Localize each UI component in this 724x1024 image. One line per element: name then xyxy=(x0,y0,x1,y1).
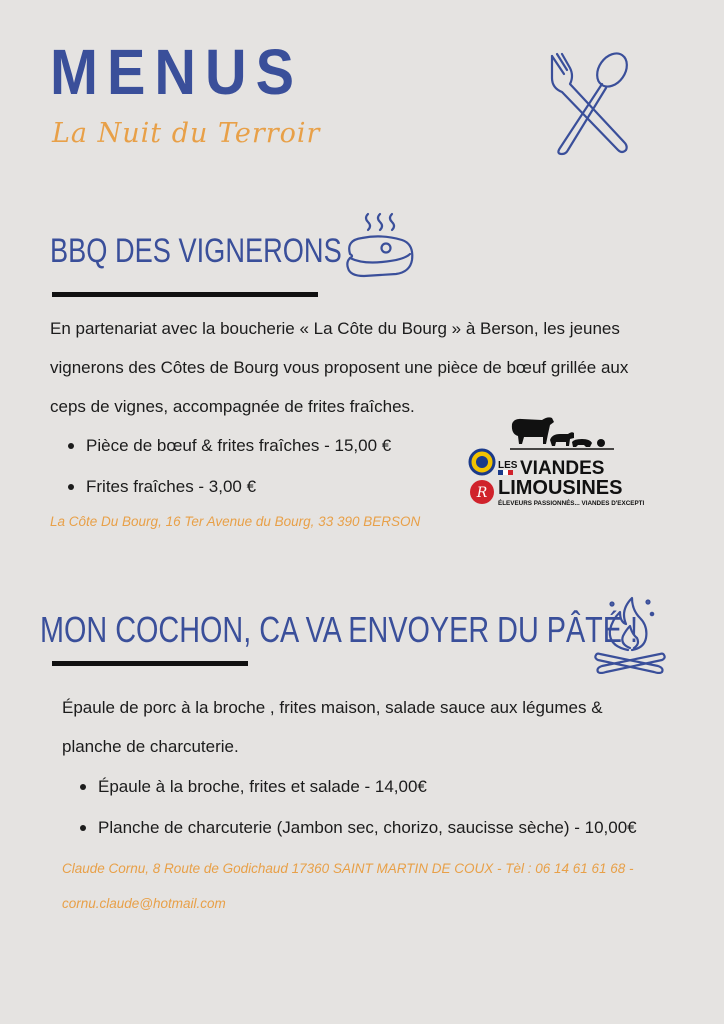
campfire-icon xyxy=(590,592,670,674)
logo-line2: VIANDES xyxy=(520,458,605,479)
description-line: vignerons des Côtes de Bourg vous proposent une pièce de bœuf grillée aux xyxy=(50,358,629,377)
logo-line1: LES xyxy=(498,460,518,471)
section-title-bbq: BBQ DES VIGNERONS xyxy=(50,232,342,270)
contact-email: cornu.claude@hotmail.com xyxy=(62,896,226,911)
svg-text:R: R xyxy=(476,485,488,501)
fork-spoon-icon xyxy=(540,48,636,158)
section-description xyxy=(50,309,670,426)
list-item: Planche de charcuterie (Jambon sec, chorizo, saucisse sèche) - 10,00€ xyxy=(78,807,698,848)
logo-tagline: ÉLEVEURS PASSIONNÉS... VIANDES D'EXCEPTION xyxy=(498,500,644,507)
list-item: Pièce de bœuf & frites fraîches - 15,00 € xyxy=(66,425,466,466)
section-description xyxy=(62,688,682,766)
list-item: Épaule à la broche, frites et salade - 14,00€ xyxy=(78,766,698,807)
address: La Côte Du Bourg, 16 Ter Avenue du Bourg, 33 390 BERSON xyxy=(50,514,421,529)
menu-item-list xyxy=(78,766,698,848)
menu-item-list xyxy=(66,425,466,507)
section-divider xyxy=(52,661,248,666)
viandes-limousines-logo xyxy=(464,412,644,512)
section-divider xyxy=(52,292,318,297)
description-line: ceps de vignes, accompagnée de frites fraîches. xyxy=(50,397,415,416)
page-subtitle: La Nuit du Terroir xyxy=(52,118,321,149)
description-line: planche de charcuterie. xyxy=(62,737,239,756)
contact-line: Claude Cornu, 8 Route de Godichaud 17360 SAINT MARTIN DE COUX - Tèl : 06 14 61 61 68 - xyxy=(62,861,634,876)
description-line: En partenariat avec la boucherie « La Côte du Bourg » à Berson, les jeunes xyxy=(50,319,620,338)
description-line: Épaule de porc à la broche , frites maison, salade sauce aux légumes & xyxy=(62,698,603,717)
contact-info xyxy=(62,851,702,921)
page-title: MENUS xyxy=(50,36,304,108)
logo-line3: LIMOUSINES xyxy=(498,477,623,499)
steak-icon xyxy=(342,210,418,284)
section-title-cochon: MON COCHON, CA VA ENVOYER DU PÂTÉ ! xyxy=(40,609,638,650)
list-item: Frites fraîches - 3,00 € xyxy=(66,466,466,507)
